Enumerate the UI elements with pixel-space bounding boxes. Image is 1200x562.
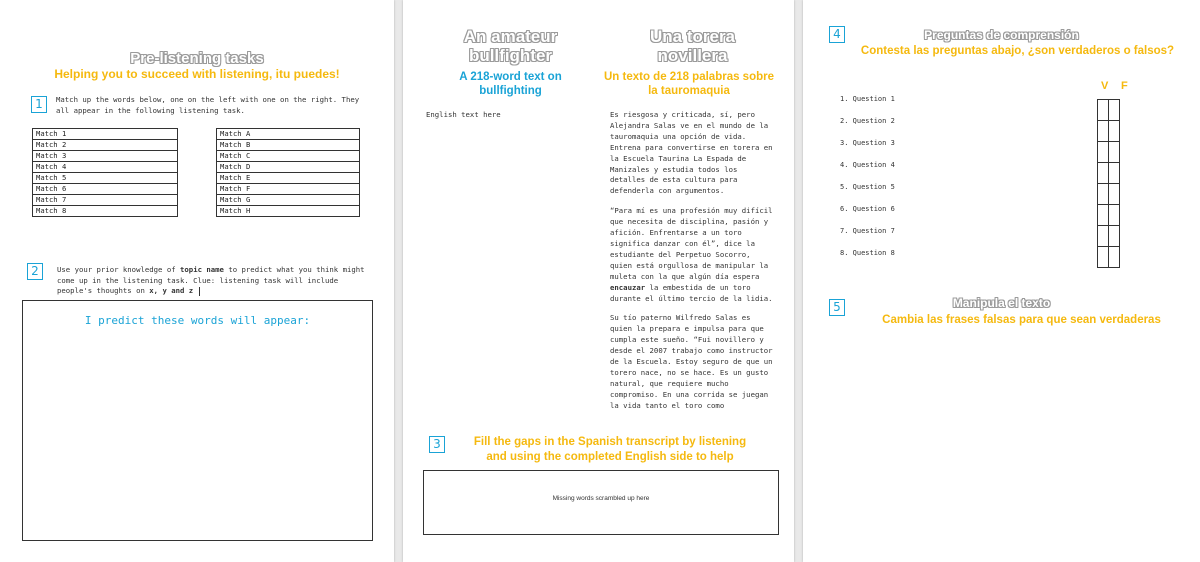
missing-words-text: Missing words scrambled up here bbox=[552, 495, 650, 502]
true-false-row bbox=[1098, 142, 1120, 163]
true-false-row bbox=[1098, 205, 1120, 226]
true-false-row bbox=[1098, 163, 1120, 184]
false-cell[interactable] bbox=[1109, 100, 1120, 121]
prediction-title: I predict these words will appear: bbox=[84, 314, 311, 327]
task2-number-box: 2 bbox=[27, 263, 43, 280]
task3-number-box: 3 bbox=[429, 436, 445, 453]
true-cell[interactable] bbox=[1098, 100, 1109, 121]
match-cell: Match 3 bbox=[33, 151, 178, 162]
english-subtitle: A 218-word text on bullfighting bbox=[459, 71, 562, 97]
english-title: An amateur bullfighter bbox=[463, 27, 558, 65]
false-cell[interactable] bbox=[1109, 142, 1120, 163]
spanish-paragraph-2a: “Para mí es una profesión muy difícil que necesita de disciplina, pasión y afición. Enfrentarse a un toro significa danzar con él”, dice la estudiante del Perpetuo Socorro, quien está orgullosa de manipular la muleta con la que algún día espera bbox=[610, 206, 773, 281]
match-row bbox=[217, 151, 360, 162]
match-row bbox=[33, 195, 178, 206]
false-cell[interactable] bbox=[1109, 121, 1120, 142]
task4-title: Preguntas de comprensión bbox=[924, 28, 1079, 42]
match-cell: Match A bbox=[217, 129, 360, 140]
question-item: 5. Question 5 bbox=[840, 183, 895, 191]
missing-words-box bbox=[423, 470, 779, 535]
task1-number-box: 1 bbox=[31, 96, 47, 113]
spanish-text bbox=[610, 110, 776, 422]
match-row bbox=[33, 184, 178, 195]
true-false-row bbox=[1098, 121, 1120, 142]
task5-number-box: 5 bbox=[829, 299, 845, 316]
task5-title: Manipula el texto bbox=[952, 296, 1051, 310]
match-row bbox=[33, 129, 178, 140]
match-cell: Match 1 bbox=[33, 129, 178, 140]
match-cell: Match H bbox=[217, 206, 360, 217]
task2-text-a: Use your prior knowledge of bbox=[57, 265, 181, 274]
task1-instructions: Match up the words below, one on the left with one on the right. They all appear in the following listening task. bbox=[56, 95, 360, 115]
match-row bbox=[33, 151, 178, 162]
true-cell[interactable] bbox=[1098, 226, 1109, 247]
right-match-table bbox=[216, 128, 360, 217]
match-row bbox=[217, 162, 360, 173]
spanish-paragraph-2b: la embestida de un toro durante el último tercio de la lidia. bbox=[610, 282, 773, 303]
match-row bbox=[217, 140, 360, 151]
match-row bbox=[217, 173, 360, 184]
page1-subtitle: Helping you to succeed with listening, itu puedes! bbox=[54, 67, 340, 81]
question-item: 2. Question 2 bbox=[840, 117, 895, 125]
match-cell: Match C bbox=[217, 151, 360, 162]
match-cell: Match D bbox=[217, 162, 360, 173]
match-row bbox=[33, 162, 178, 173]
left-match-table bbox=[32, 128, 178, 217]
page-comprehension bbox=[803, 0, 1200, 562]
task4-subtitle: Contesta las preguntas abajo, ¿son verdaderos o falsos? bbox=[860, 45, 1175, 57]
match-row bbox=[33, 206, 178, 217]
true-cell[interactable] bbox=[1098, 184, 1109, 205]
task2-instructions bbox=[57, 265, 367, 297]
task2-text-b: to predict what you think might come up in the listening task. Clue: listening task will include people's thoughts on bbox=[57, 265, 365, 295]
match-row bbox=[33, 173, 178, 184]
spanish-title: Una torera novillera bbox=[649, 27, 736, 65]
question-item: 8. Question 8 bbox=[840, 249, 895, 257]
task3-instructions: Fill the gaps in the Spanish transcript by listening and using the completed English side to help bbox=[473, 436, 747, 463]
task5-subtitle: Cambia las frases falsas para que sean verdaderas bbox=[882, 314, 1161, 326]
match-cell: Match F bbox=[217, 184, 360, 195]
true-false-row bbox=[1098, 100, 1120, 121]
question-item: 7. Question 7 bbox=[840, 227, 895, 235]
page1-title: Pre-listening tasks bbox=[130, 50, 264, 67]
question-item: 6. Question 6 bbox=[840, 205, 895, 213]
false-cell[interactable] bbox=[1109, 205, 1120, 226]
match-cell: Match 2 bbox=[33, 140, 178, 151]
true-cell[interactable] bbox=[1098, 142, 1109, 163]
match-cell: Match 8 bbox=[33, 206, 178, 217]
false-cell[interactable] bbox=[1109, 163, 1120, 184]
match-cell: Match 6 bbox=[33, 184, 178, 195]
true-false-row bbox=[1098, 184, 1120, 205]
true-cell[interactable] bbox=[1098, 205, 1109, 226]
spanish-bold-word: encauzar bbox=[610, 282, 646, 292]
spanish-paragraph-3: Su tío paterno Wilfredo Salas es quien la prepara e impulsa para que cumpla este sueño. “Fui novillero y desde el 2007 trabajo como instructor de la Escuela. Estoy seguro de que un torero nace, no se hace. Es un gusto natural, que requiere mucho compromiso. En una corrida se juegan la vida tanto el toro como bbox=[610, 313, 773, 410]
match-row bbox=[217, 129, 360, 140]
false-cell[interactable] bbox=[1109, 226, 1120, 247]
true-false-grid[interactable] bbox=[1097, 99, 1120, 268]
prediction-box[interactable] bbox=[22, 300, 373, 541]
question-item: 1. Question 1 bbox=[840, 95, 895, 103]
spanish-paragraph-2 bbox=[610, 206, 776, 304]
match-cell: Match E bbox=[217, 173, 360, 184]
match-cell: Match 4 bbox=[33, 162, 178, 173]
task2-topic: topic name bbox=[180, 265, 224, 274]
spanish-subtitle: Un texto de 218 palabras sobre la tauromaquia bbox=[603, 71, 774, 97]
true-false-row bbox=[1098, 247, 1120, 268]
text-cursor bbox=[199, 287, 200, 296]
true-false-row bbox=[1098, 226, 1120, 247]
spanish-paragraph-1: Es riesgosa y criticada, sí, pero Alejandra Salas ve en el mundo de la tauromaquia una opción de vida. Entrena para convertirse en torera en la Escuela Taurina La Espada de Manizales y estudia todos los detalles de esta cultura para defenderla con argumentos. bbox=[610, 110, 773, 196]
task4-number-box: 4 bbox=[829, 26, 845, 43]
task2-xyz: x, y and z bbox=[149, 286, 194, 295]
match-cell: Match G bbox=[217, 195, 360, 206]
true-cell[interactable] bbox=[1098, 247, 1109, 268]
page-text bbox=[403, 0, 794, 562]
match-row bbox=[217, 206, 360, 217]
false-cell[interactable] bbox=[1109, 184, 1120, 205]
true-cell[interactable] bbox=[1098, 121, 1109, 142]
true-label: V bbox=[1101, 80, 1109, 92]
english-text: English text here bbox=[426, 110, 501, 119]
page-pre-listening bbox=[0, 0, 394, 562]
true-cell[interactable] bbox=[1098, 163, 1109, 184]
match-row bbox=[33, 140, 178, 151]
match-row bbox=[217, 195, 360, 206]
match-cell: Match 5 bbox=[33, 173, 178, 184]
match-cell: Match 7 bbox=[33, 195, 178, 206]
false-label: F bbox=[1121, 80, 1128, 92]
question-item: 3. Question 3 bbox=[840, 139, 895, 147]
match-cell: Match B bbox=[217, 140, 360, 151]
false-cell[interactable] bbox=[1109, 247, 1120, 268]
question-item: 4. Question 4 bbox=[840, 161, 895, 169]
match-row bbox=[217, 184, 360, 195]
